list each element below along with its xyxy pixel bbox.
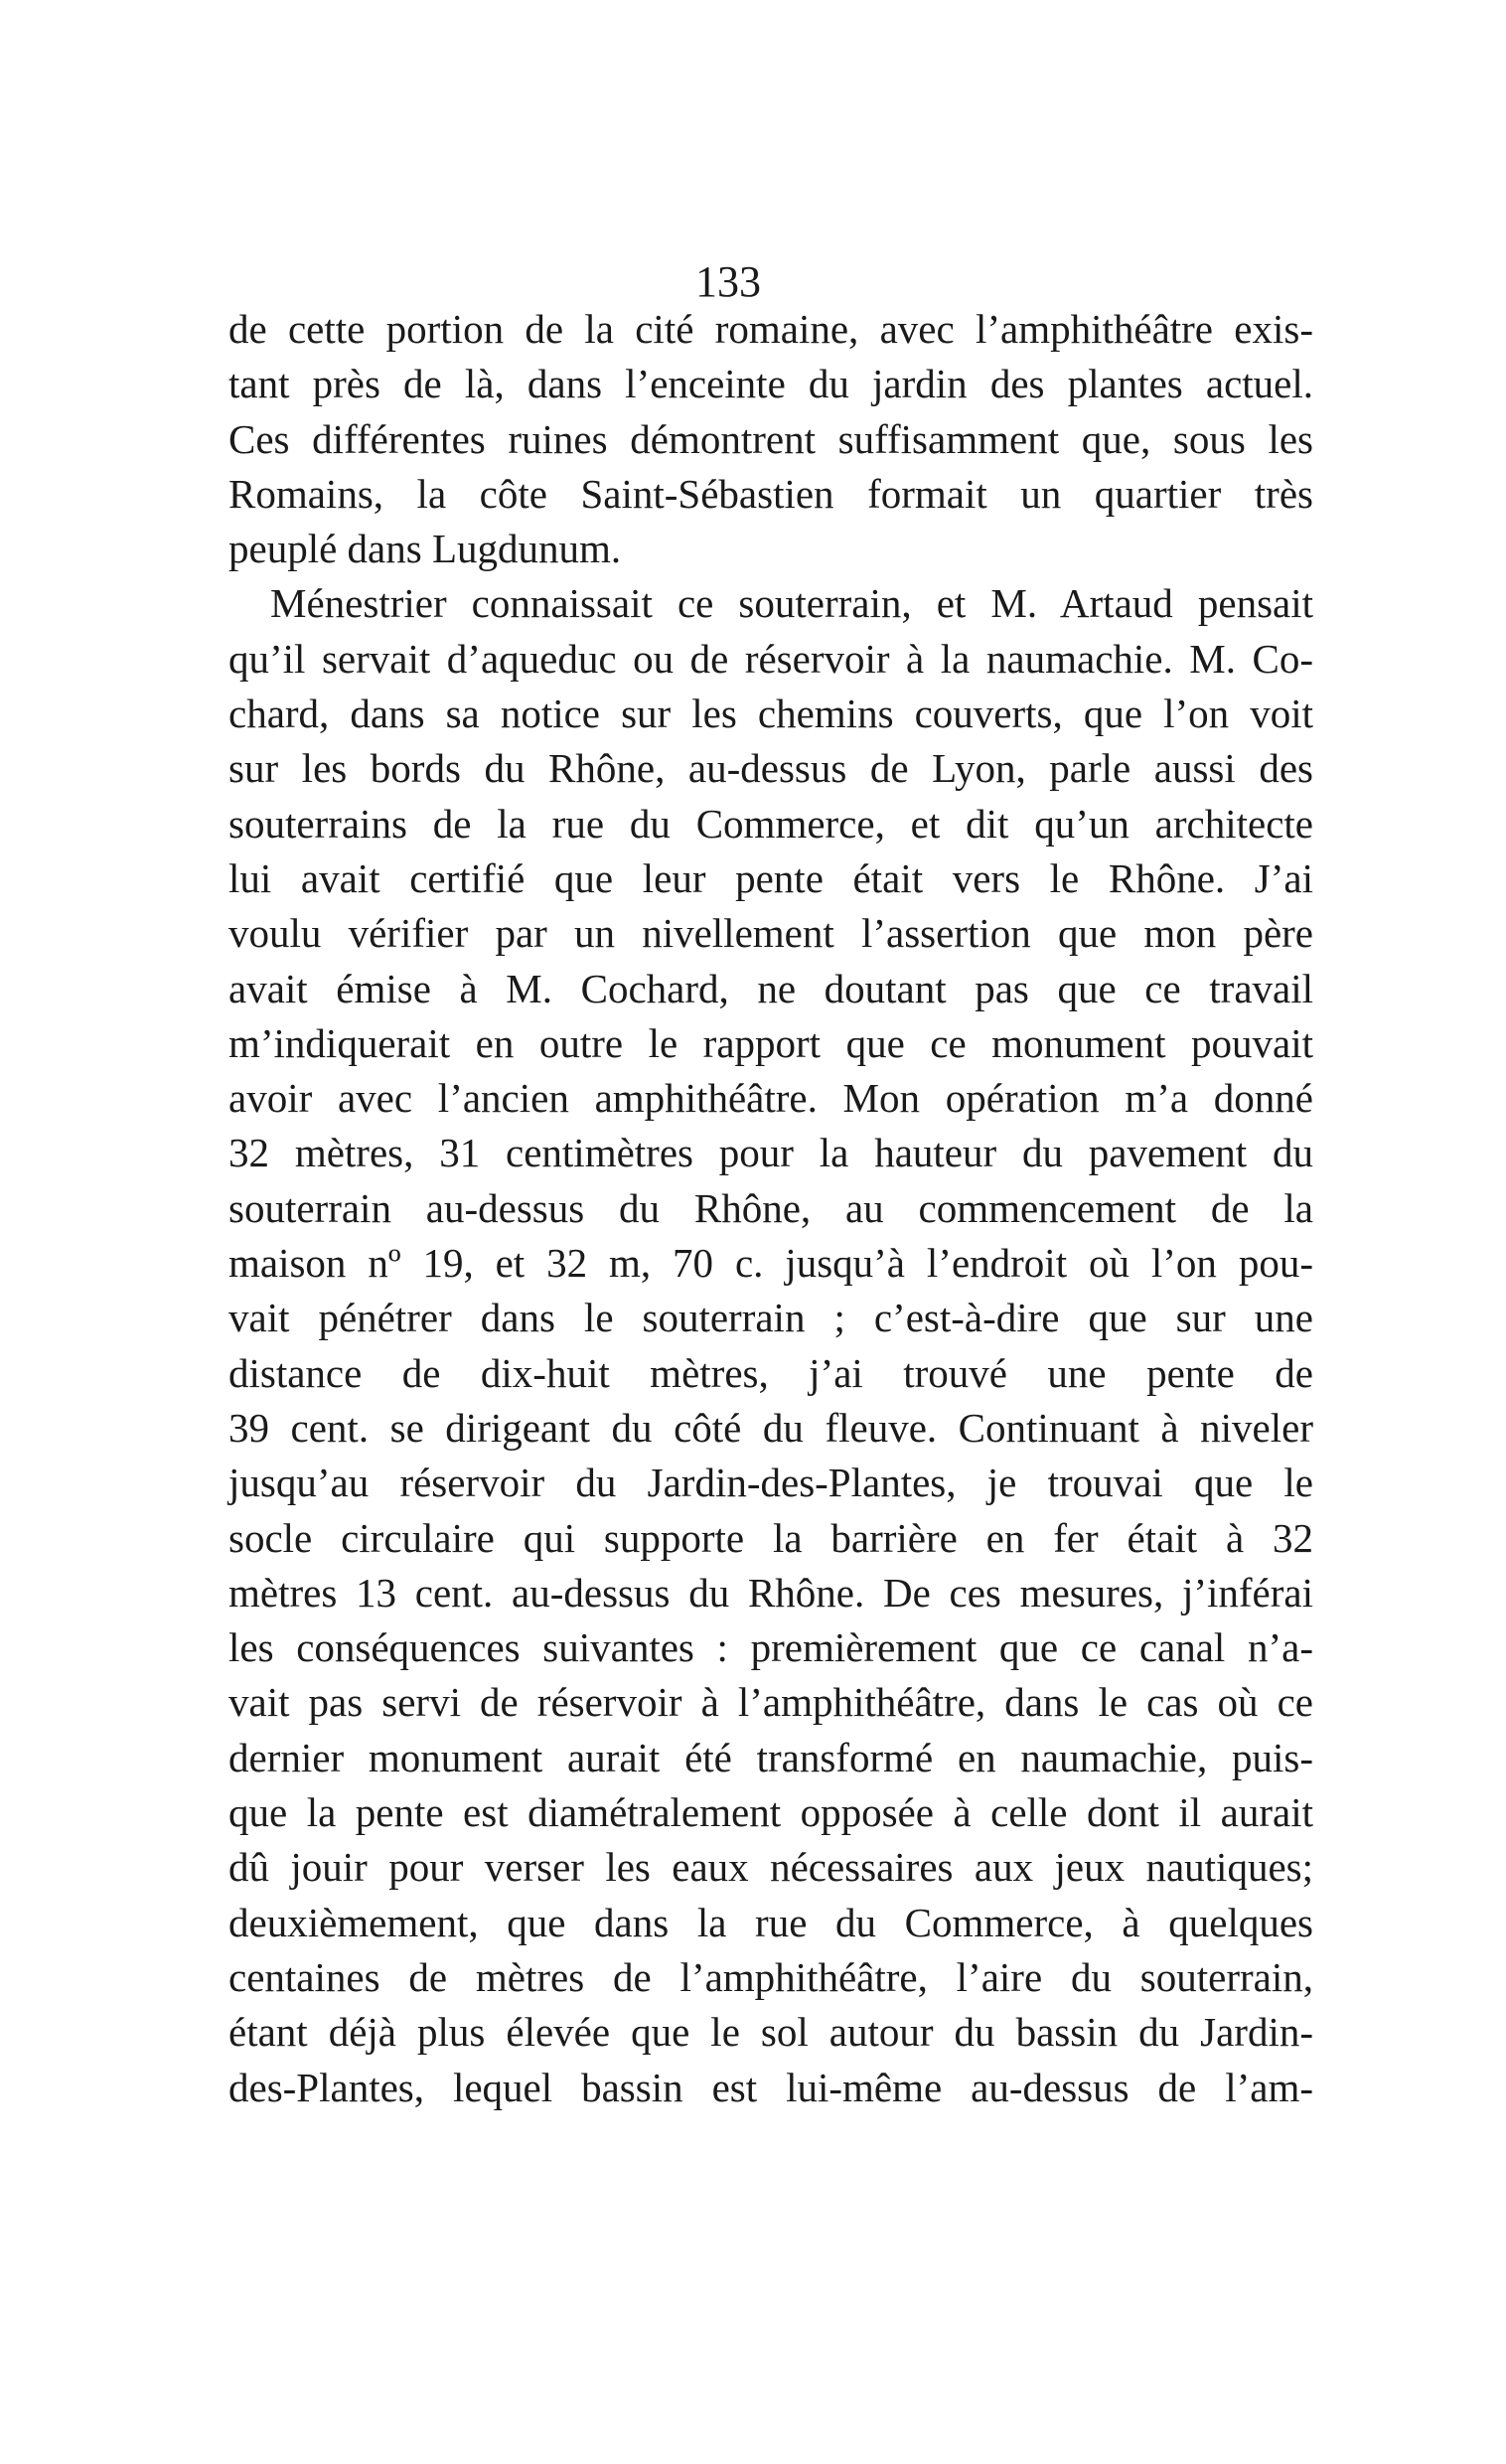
text-line: vait pénétrer dans le souterrain ; c’est-à-dire que sur une (228, 1295, 1313, 1341)
text-line: voulu vérifier par un nivellement l’assertion que mon père (228, 910, 1313, 957)
text-line: souterrains de la rue du Commerce, et dit qu’un architecte (228, 800, 1313, 847)
text-line: les conséquences suivantes : premièrement que ce canal n’a- (228, 1624, 1313, 1671)
text-line: vait pas servi de réservoir à l’amphithéâtre, dans le cas où ce (228, 1679, 1313, 1726)
text-line: mètres 13 cent. au-dessus du Rhône. De ces mesures, j’inférai (228, 1569, 1313, 1616)
text-line: avait émise à M. Cochard, ne doutant pas que ce travail (228, 965, 1313, 1011)
text-line: dû jouir pour verser les eaux nécessaires aux jeux nautiques; (228, 1844, 1313, 1891)
text-line: deuxièmement, que dans la rue du Commerce, à quelques (228, 1899, 1313, 1945)
text-line: 32 mètres, 31 centimètres pour la hauteur du pavement du (228, 1130, 1313, 1176)
text-line: Romains, la côte Saint-Sébastien formait un quartier très (228, 470, 1313, 517)
text-line: que la pente est diamétralement opposée à celle dont il aurait (228, 1789, 1313, 1836)
text-line: souterrain au-dessus du Rhône, au commencement de la (228, 1184, 1313, 1231)
text-line: étant déjà plus élevée que le sol autour du bassin du Jardin- (228, 2009, 1313, 2056)
text-line: des-Plantes, lequel bassin est lui-même au-dessus de l’am- (228, 2064, 1313, 2110)
text-line: avoir avec l’ancien amphithéâtre. Mon opération m’a donné (228, 1075, 1313, 1122)
text-line: m’indiquerait en outre le rapport que ce monument pouvait (228, 1019, 1313, 1066)
text-line: de cette portion de la cité romaine, avec l’amphithéâtre exis- (228, 306, 1313, 352)
text-line: Ces différentes ruines démontrent suffisamment que, sous les (228, 415, 1313, 462)
page-number: 133 (695, 257, 761, 306)
text-line: qu’il servait d’aqueduc ou de réservoir à la naumachie. M. Co- (228, 635, 1313, 682)
text-line: maison nº 19, et 32 m, 70 c. jusqu’à l’endroit où l’on pou- (228, 1240, 1313, 1287)
text-line: sur les bords du Rhône, au-dessus de Lyon, parle aussi des (228, 745, 1313, 792)
text-line: dernier monument aurait été transformé en naumachie, puis- (228, 1734, 1313, 1780)
text-line: tant près de là, dans l’enceinte du jardin des plantes actuel. (228, 361, 1313, 407)
text-line: jusqu’au réservoir du Jardin-des-Plantes, je trouvai que le (228, 1460, 1313, 1506)
text-line: peuplé dans Lugdunum. (228, 526, 622, 572)
text-line: centaines de mètres de l’amphithéâtre, l’aire du souterrain, (228, 1953, 1313, 2000)
text-line: lui avait certifié que leur pente était vers le Rhône. J’ai (228, 854, 1313, 901)
body-text (228, 302, 1313, 2115)
text-line: 39 cent. se dirigeant du côté du fleuve. Continuant à niveler (228, 1404, 1313, 1451)
text-line: socle circulaire qui supporte la barrière en fer était à 32 (228, 1514, 1313, 1561)
text-line: distance de dix-huit mètres, j’ai trouvé une pente de (228, 1349, 1313, 1396)
text-line: Ménestrier connaissait ce souterrain, et M. Artaud pensait (270, 580, 1313, 627)
text-line: chard, dans sa notice sur les chemins couverts, que l’on voit (228, 691, 1313, 737)
